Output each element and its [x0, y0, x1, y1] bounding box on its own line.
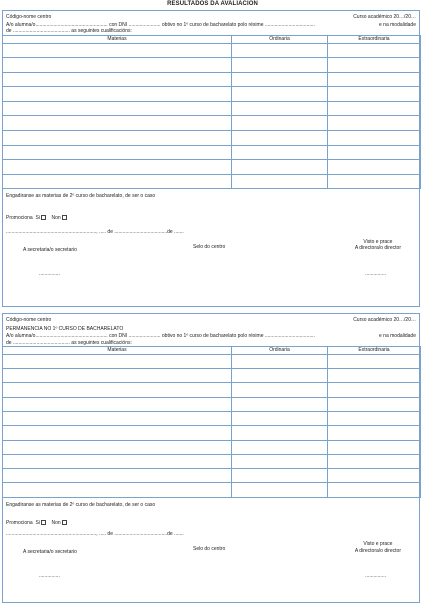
seal-label: Selo do centro — [193, 244, 226, 251]
yes-label: Si — [35, 214, 40, 221]
column-header-materias: Materias — [3, 346, 232, 354]
extraordinaria-cell[interactable] — [328, 411, 421, 425]
ordinaria-cell[interactable] — [232, 369, 328, 383]
table-row — [3, 469, 421, 483]
ordinaria-cell[interactable] — [232, 483, 328, 497]
materia-cell[interactable] — [3, 426, 232, 440]
course-year: Curso académico 20…/20… — [353, 317, 416, 323]
materia-cell[interactable] — [3, 160, 232, 175]
extraordinaria-cell[interactable] — [328, 354, 421, 368]
materia-cell[interactable] — [3, 440, 232, 454]
ordinaria-cell[interactable] — [232, 440, 328, 454]
no-checkbox[interactable] — [62, 520, 67, 525]
visto-label: Visto e prace — [363, 541, 393, 548]
extraordinaria-cell[interactable] — [328, 116, 421, 131]
centre-label: Código-nome centro — [6, 317, 52, 323]
ordinaria-cell[interactable] — [232, 469, 328, 483]
ordinaria-cell[interactable] — [232, 87, 328, 102]
table-row — [3, 160, 421, 175]
grades-table — [2, 35, 421, 190]
materia-cell[interactable] — [3, 354, 232, 368]
table-row — [3, 87, 421, 102]
secretary-signature-line: ............... — [39, 271, 60, 278]
table-row — [3, 116, 421, 131]
table-row — [3, 43, 421, 58]
materia-cell[interactable] — [3, 383, 232, 397]
engad-note: Engadiranse as materias de 2º curso de bacharelato, de ser o caso — [6, 501, 156, 508]
materia-cell[interactable] — [3, 43, 232, 58]
ordinaria-cell[interactable] — [232, 131, 328, 146]
seal-label: Selo do centro — [193, 546, 226, 553]
materia-cell[interactable] — [3, 116, 232, 131]
extraordinaria-cell[interactable] — [328, 101, 421, 116]
page-title: RESULTADOS DA AVALIACIÓN — [167, 1, 258, 7]
materia-cell[interactable] — [3, 411, 232, 425]
column-header-ordinaria: Ordinaria — [232, 346, 328, 354]
director-approval — [355, 541, 401, 554]
extraordinaria-cell[interactable] — [328, 43, 421, 58]
materia-cell[interactable] — [3, 397, 232, 411]
promotion-label: Promociona — [6, 214, 33, 221]
promotion-label: Promociona — [6, 519, 33, 526]
table-row — [3, 58, 421, 73]
extraordinaria-cell[interactable] — [328, 145, 421, 160]
extraordinaria-cell[interactable] — [328, 58, 421, 73]
director-label: A directora/o director — [354, 547, 401, 554]
materia-cell[interactable] — [3, 58, 232, 73]
ordinaria-cell[interactable] — [232, 116, 328, 131]
table-row — [3, 426, 421, 440]
student-line-left: A/o alumna/o.................................................... con DNI ....................... obtivo no 1º curso de bacharelato polo réxime .................................... — [6, 333, 315, 340]
ordinaria-cell[interactable] — [232, 397, 328, 411]
table-row — [3, 354, 421, 368]
table-row — [3, 101, 421, 116]
form-header — [3, 14, 419, 22]
student-line-left: A/o alumna/o.................................................... con DNI ....................... obtivo no 1º curso de bacharelato polo réxime .................................... — [6, 22, 315, 28]
extraordinaria-cell[interactable] — [328, 369, 421, 383]
course-year: Curso académico 20…/20… — [353, 14, 416, 20]
extraordinaria-cell[interactable] — [328, 440, 421, 454]
permanencia-heading: PERMANENCIA NO 1º CURSO DE BACHARELATO — [6, 326, 124, 332]
column-header-extraordinaria: Extraordinaria — [328, 346, 421, 354]
yes-label: Si — [35, 519, 40, 526]
materia-cell[interactable] — [3, 174, 232, 189]
column-header-materias: Materias — [3, 35, 232, 43]
table-row — [3, 483, 421, 497]
materia-cell[interactable] — [3, 72, 232, 87]
student-line-right: e na modalidade — [379, 22, 416, 28]
materia-cell[interactable] — [3, 454, 232, 468]
extraordinaria-cell[interactable] — [328, 174, 421, 189]
materia-cell[interactable] — [3, 131, 232, 146]
extraordinaria-cell[interactable] — [328, 131, 421, 146]
grades-table — [2, 346, 421, 498]
materia-cell[interactable] — [3, 483, 232, 497]
ordinaria-cell[interactable] — [232, 383, 328, 397]
date-line: ................................................................., ..... de ......................................de ....... — [6, 228, 184, 235]
no-label: Non — [51, 519, 61, 526]
extraordinaria-cell[interactable] — [328, 160, 421, 175]
visto-label: Visto e prace — [363, 239, 393, 246]
ordinaria-cell[interactable] — [232, 426, 328, 440]
extraordinaria-cell[interactable] — [328, 454, 421, 468]
yes-checkbox[interactable] — [41, 520, 46, 525]
extraordinaria-cell[interactable] — [328, 72, 421, 87]
table-row — [3, 454, 421, 468]
table-row — [3, 369, 421, 383]
ordinaria-cell[interactable] — [232, 174, 328, 189]
secretary-label: A secretaria/o secretario — [23, 549, 77, 556]
director-signature-line: ............... — [365, 573, 386, 580]
extraordinaria-cell[interactable] — [328, 483, 421, 497]
ordinaria-cell[interactable] — [232, 411, 328, 425]
centre-label: Código-nome centro — [6, 14, 52, 20]
yes-checkbox[interactable] — [41, 215, 46, 220]
secretary-signature-line: ............... — [39, 573, 60, 580]
ordinaria-cell[interactable] — [232, 101, 328, 116]
results-form-section-1 — [2, 10, 420, 307]
extraordinaria-cell[interactable] — [328, 383, 421, 397]
student-line-2: de ......................................... as seguintes cualificacións: — [6, 339, 132, 346]
director-approval — [355, 239, 401, 252]
table-row — [3, 145, 421, 160]
ordinaria-cell[interactable] — [232, 354, 328, 368]
table-row — [3, 411, 421, 425]
extraordinaria-cell[interactable] — [328, 469, 421, 483]
column-header-extraordinaria: Extraordinaria — [328, 35, 421, 43]
date-line: ................................................................., ..... de ......................................de ....... — [6, 531, 184, 538]
promotion-row — [3, 215, 419, 221]
secretary-label: A secretaria/o secretario — [23, 247, 77, 254]
signature-area — [3, 539, 419, 581]
ordinaria-cell[interactable] — [232, 145, 328, 160]
materia-cell[interactable] — [3, 87, 232, 102]
signature-area — [3, 237, 419, 279]
ordinaria-cell[interactable] — [232, 454, 328, 468]
ordinaria-cell[interactable] — [232, 72, 328, 87]
ordinaria-cell[interactable] — [232, 43, 328, 58]
student-line-right: e na modalidade — [379, 333, 416, 340]
extraordinaria-cell[interactable] — [328, 87, 421, 102]
form-header — [3, 317, 419, 325]
engad-note: Engadiranse as materias de 2º curso de bacharelato, de ser o caso — [6, 193, 156, 200]
table-row — [3, 174, 421, 189]
materia-cell[interactable] — [3, 101, 232, 116]
extraordinaria-cell[interactable] — [328, 397, 421, 411]
director-signature-line: ............... — [365, 271, 386, 278]
table-row — [3, 440, 421, 454]
results-form-section-2 — [2, 313, 420, 603]
column-header-ordinaria: Ordinaria — [232, 35, 328, 43]
table-row — [3, 397, 421, 411]
ordinaria-cell[interactable] — [232, 58, 328, 73]
promotion-row — [3, 520, 419, 526]
no-checkbox[interactable] — [62, 215, 67, 220]
table-row — [3, 72, 421, 87]
extraordinaria-cell[interactable] — [328, 426, 421, 440]
table-row — [3, 383, 421, 397]
no-label: Non — [51, 214, 61, 221]
materia-cell[interactable] — [3, 145, 232, 160]
director-label: A directora/o director — [354, 245, 401, 252]
ordinaria-cell[interactable] — [232, 160, 328, 175]
materia-cell[interactable] — [3, 469, 232, 483]
table-row — [3, 131, 421, 146]
student-line-2: de ......................................... as seguintes cualificacións: — [6, 28, 132, 35]
materia-cell[interactable] — [3, 369, 232, 383]
